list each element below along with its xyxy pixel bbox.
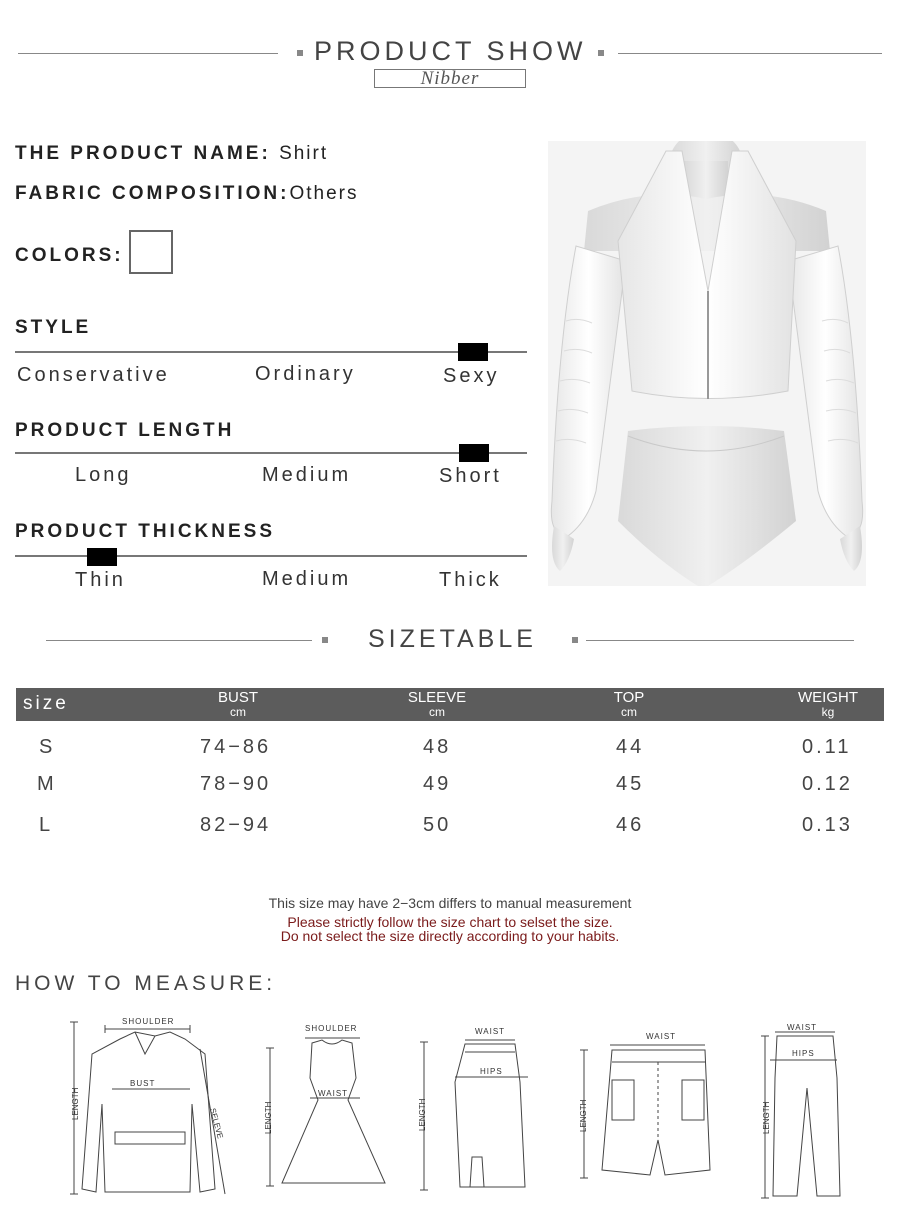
shirt-shoulder-label: SHOULDER — [122, 1017, 175, 1026]
header-weight-name: WEIGHT — [798, 689, 858, 706]
sizetable-title: SIZETABLE — [368, 625, 537, 653]
fabric-composition — [15, 183, 358, 205]
product-name-label: THE PRODUCT NAME: — [15, 143, 271, 164]
table-row-m-size: M — [37, 773, 57, 795]
table-row-l-sleeve: 50 — [423, 814, 452, 836]
header-bust — [198, 691, 278, 719]
thickness-option-medium: Medium — [262, 568, 352, 590]
table-row-m-top: 45 — [616, 773, 645, 795]
sizetable-rule-left — [46, 640, 312, 641]
header-rule-right — [618, 53, 882, 54]
table-row-l-top: 46 — [616, 814, 645, 836]
table-row-s-sleeve: 48 — [423, 736, 452, 758]
pants-measure-figure — [745, 1018, 855, 1202]
shirt-bust-label: BUST — [130, 1079, 156, 1088]
fabric-label: FABRIC COMPOSITION: — [15, 183, 290, 204]
product-photo — [548, 141, 866, 586]
how-to-measure-title: HOW TO MEASURE: — [15, 972, 277, 995]
header-weight — [788, 691, 868, 719]
colors-label: COLORS: — [15, 245, 124, 266]
shorts-waist-label: WAIST — [646, 1032, 677, 1041]
thickness-option-thin: Thin — [75, 569, 126, 591]
skirt-waist-label: WAIST — [475, 1027, 506, 1036]
style-scale-title: STYLE — [15, 317, 92, 338]
size-warning-1: Please strictly follow the size chart to selset the size. — [287, 914, 613, 930]
header-rule-left — [18, 53, 278, 54]
table-row-l-weight: 0.13 — [802, 814, 853, 836]
fabric-value: Others — [289, 183, 359, 204]
header-top-unit: cm — [621, 705, 637, 719]
measurement-note: This size may have 2−3cm differs to manual measurement — [268, 895, 632, 911]
table-row-l-size: L — [39, 814, 54, 836]
dress-waist-label: WAIST — [318, 1089, 349, 1098]
skirt-measure-figure — [410, 1022, 540, 1194]
table-row-m-sleeve: 49 — [423, 773, 452, 795]
length-option-long: Long — [75, 464, 132, 486]
sizetable-bullet-right — [572, 637, 578, 643]
thickness-scale-title: PRODUCT THICKNESS — [15, 521, 276, 542]
length-scale-title: PRODUCT LENGTH — [15, 420, 235, 441]
table-row-m-bust: 78−90 — [200, 773, 272, 795]
shorts-measure-figure — [570, 1030, 720, 1190]
pants-hips-label: HIPS — [792, 1049, 815, 1058]
style-scale-marker — [458, 343, 488, 361]
sizetable-bullet-left — [322, 637, 328, 643]
size-table-header — [16, 688, 884, 721]
page-title: PRODUCT SHOW — [314, 36, 587, 66]
table-row-s-size: S — [39, 736, 56, 758]
shirt-length-label: LENGTH — [71, 1087, 80, 1120]
shirt-measure-figure — [60, 1014, 230, 1200]
header-weight-unit: kg — [821, 705, 835, 719]
pants-waist-label: WAIST — [787, 1023, 818, 1032]
header-bullet-left — [297, 50, 303, 56]
table-row-s-weight: 0.11 — [802, 736, 852, 758]
pants-length-label: LENGTH — [762, 1101, 771, 1134]
table-row-s-bust: 74−86 — [200, 736, 272, 758]
shorts-length-label: LENGTH — [579, 1099, 588, 1132]
header-sleeve — [397, 691, 477, 719]
product-name — [15, 143, 328, 165]
header-top — [589, 691, 669, 719]
dress-shoulder-label: SHOULDER — [305, 1024, 358, 1033]
length-scale-marker — [459, 444, 489, 462]
style-option-sexy: Sexy — [443, 365, 500, 387]
style-option-conservative: Conservative — [17, 364, 170, 386]
table-row-l-bust: 82−94 — [200, 814, 272, 836]
header-sleeve-name: SLEEVE — [407, 689, 467, 706]
header-bust-name: BUST — [217, 689, 258, 706]
product-name-value: Shirt — [279, 143, 329, 164]
color-swatch-white — [129, 230, 173, 274]
header-bust-unit: cm — [230, 705, 246, 719]
sizetable-rule-right — [586, 640, 854, 641]
dress-length-label: LENGTH — [264, 1101, 273, 1134]
header-top-name: TOP — [613, 689, 645, 706]
thickness-option-thick: Thick — [439, 569, 502, 591]
thickness-scale-marker — [87, 548, 117, 566]
header-size: size — [23, 693, 69, 714]
length-option-medium: Medium — [262, 464, 352, 486]
mannequin-shirt-illustration — [548, 141, 866, 586]
header-bullet-right — [598, 50, 604, 56]
shirt-sleeve-label: SELEVE — [208, 1107, 225, 1140]
table-row-m-weight: 0.12 — [802, 773, 853, 795]
header-sleeve-unit: cm — [429, 705, 445, 719]
length-option-short: Short — [439, 465, 502, 487]
style-scale-line — [15, 351, 527, 353]
skirt-length-label: LENGTH — [418, 1098, 427, 1131]
table-row-s-top: 44 — [616, 736, 645, 758]
dress-measure-figure — [260, 1018, 395, 1190]
style-option-ordinary: Ordinary — [255, 363, 356, 385]
size-warning-2: Do not select the size directly according to your habits. — [280, 928, 620, 944]
skirt-hips-label: HIPS — [480, 1067, 503, 1076]
brand-label: Nibber — [374, 69, 526, 88]
length-scale-line — [15, 452, 527, 454]
